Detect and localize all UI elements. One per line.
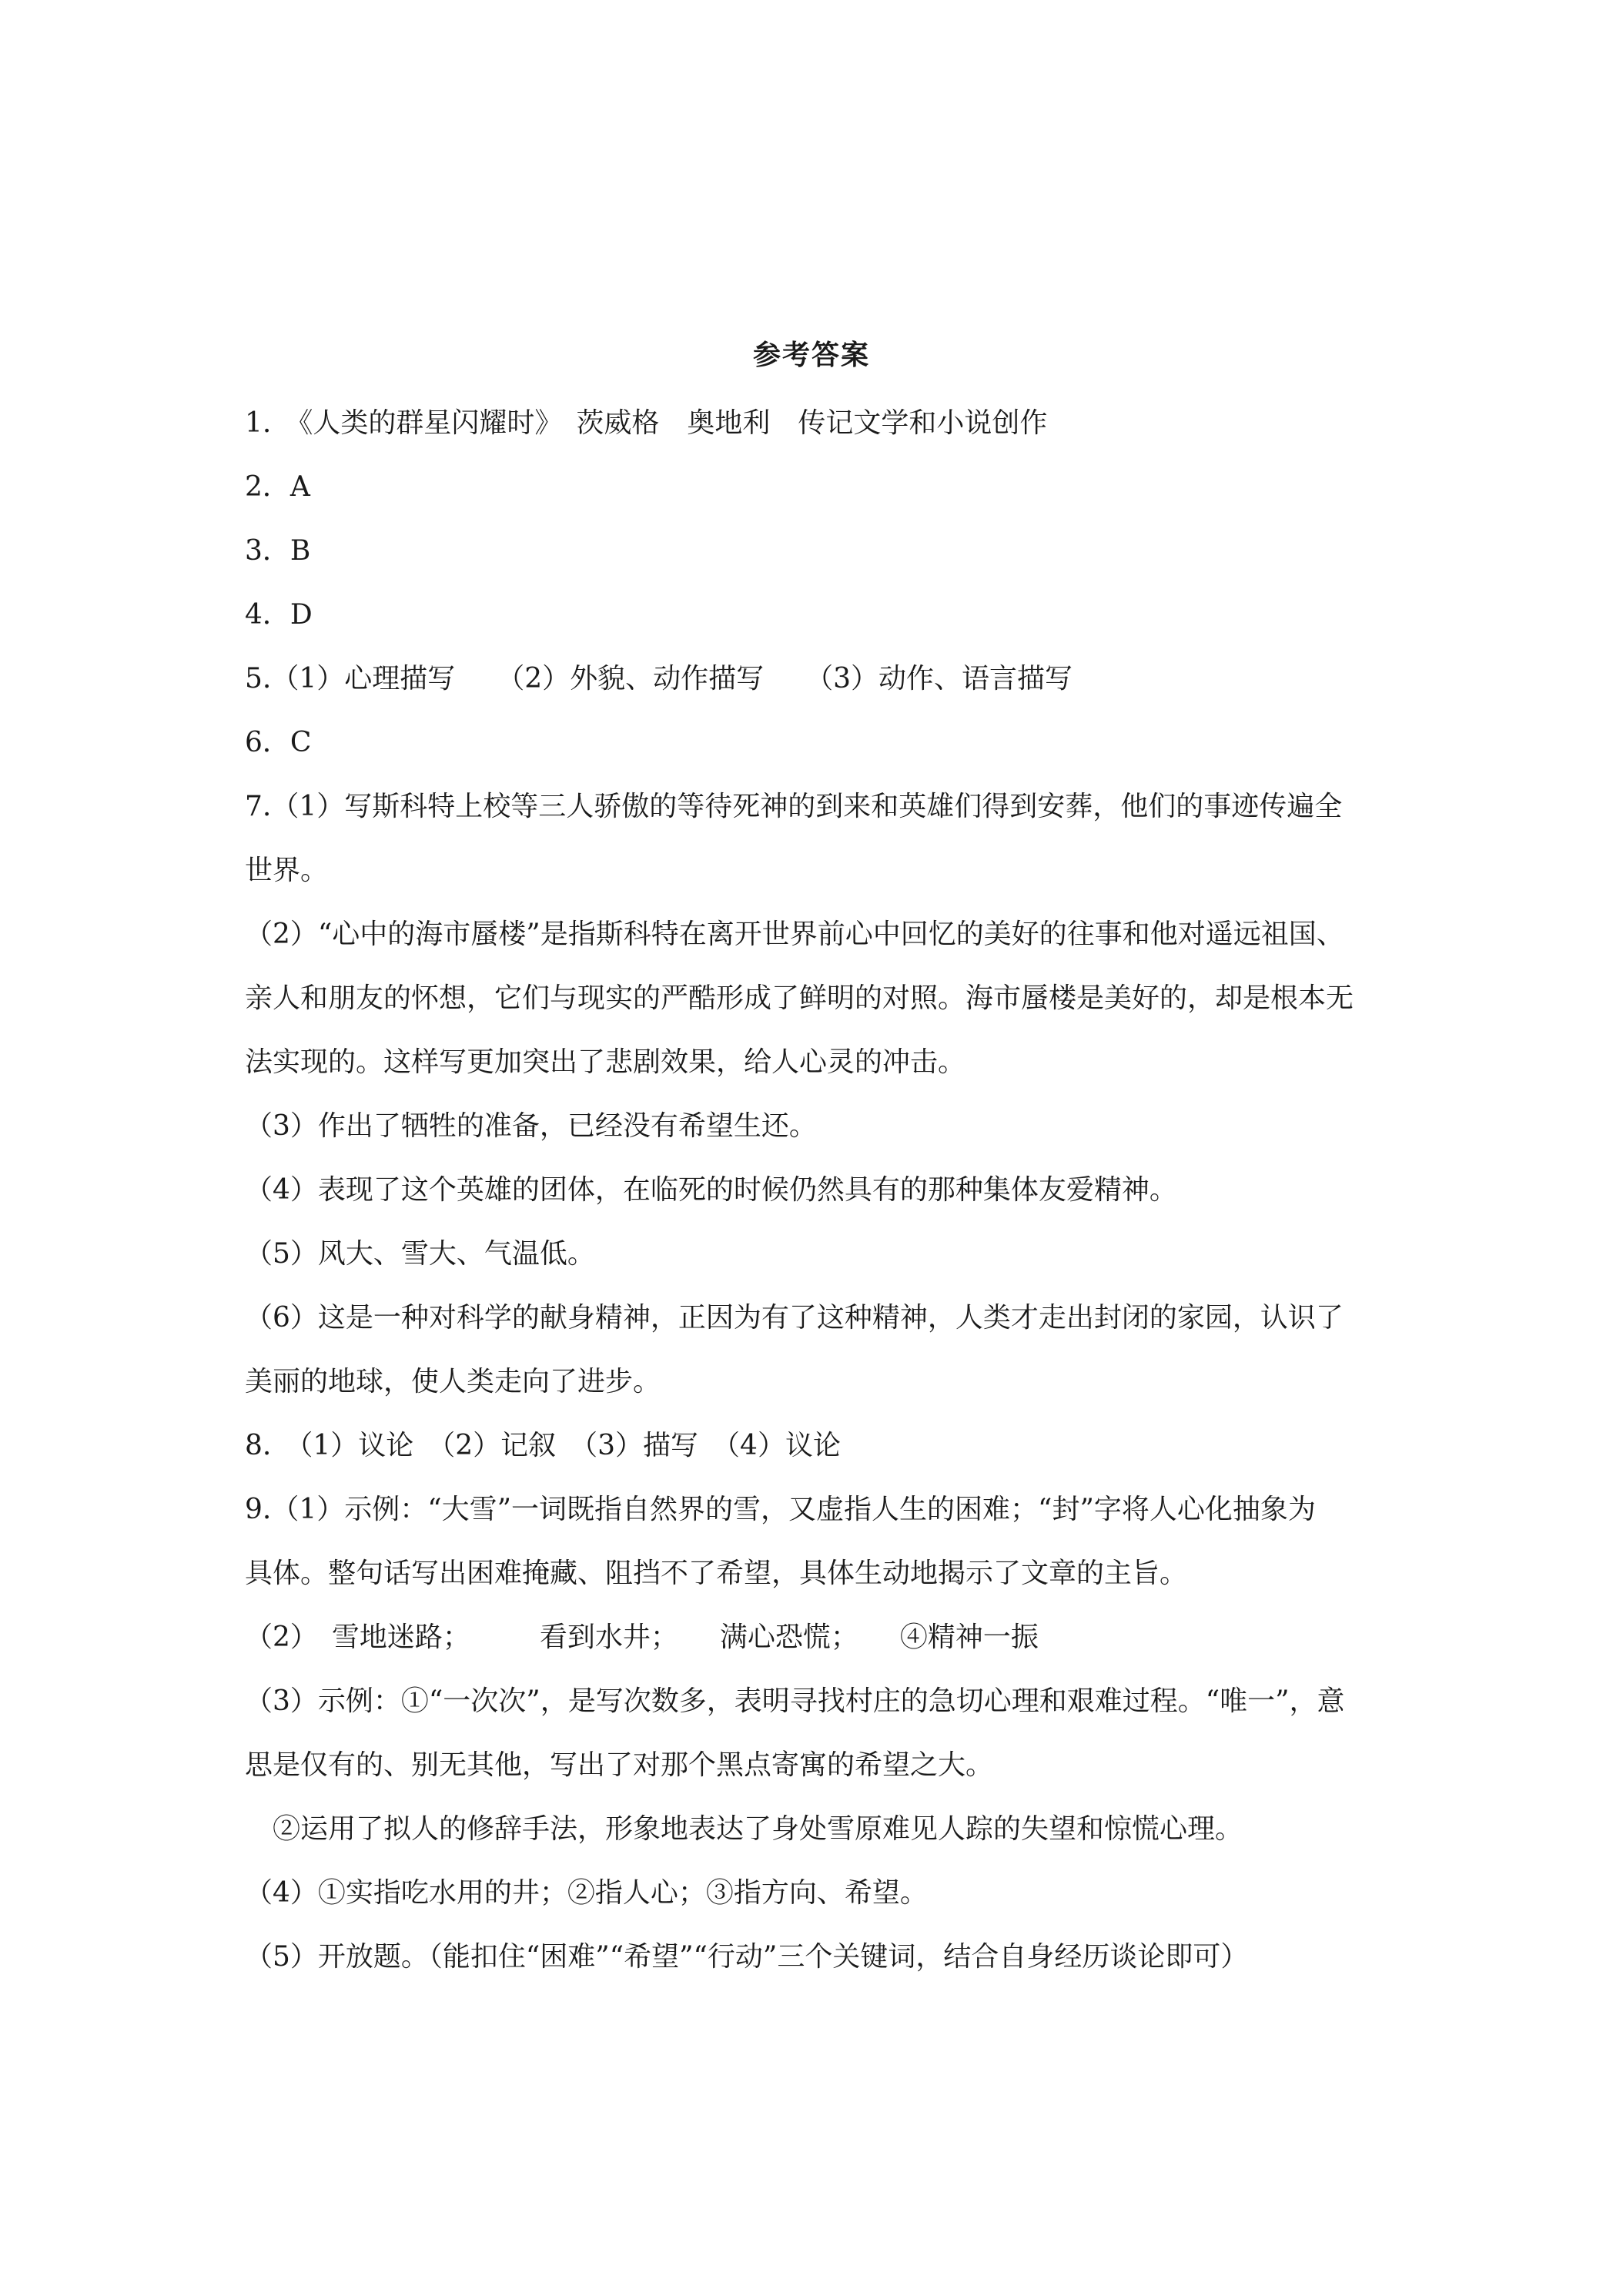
answer-line: （3）作出了牺牲的准备，已经没有希望生还。 — [245, 1110, 817, 1142]
answer-line: 5.（1）心理描写 （2）外貌、动作描写 （3）动作、语言描写 — [245, 663, 1073, 694]
answer-line: 4．D — [245, 599, 313, 631]
answer-line: （5）开放题。（能扣住“困难”“希望”“行动”三个关键词，结合自身经历谈论即可） — [245, 1941, 1249, 1973]
answer-line: （2）“心中的海市蜃楼”是指斯科特在离开世界前心中回忆的美好的往事和他对遥远祖国、 — [245, 919, 1344, 950]
answer-line: 8. （1）议论 （2）记叙 （3）描写 （4）议论 — [245, 1430, 841, 1461]
answer-line: （4）表现了这个英雄的团体，在临死的时候仍然具有的那种集体友爱精神。 — [245, 1174, 1177, 1206]
answer-line: （5）风大、雪大、气温低。 — [245, 1238, 595, 1270]
answer-line: （2） 雪地迷路； 看到水井； 满心恐慌； ④精神一振 — [245, 1622, 1039, 1653]
answer-line: 亲人和朋友的怀想，它们与现实的严酷形成了鲜明的对照。海市蜃楼是美好的，却是根本无 — [245, 982, 1354, 1014]
answer-line: ②运用了拟人的修辞手法，形象地表达了身处雪原难见人踪的失望和惊慌心理。 — [245, 1813, 1243, 1845]
answer-line: 9.（1）示例：“大雪”一词既指自然界的雪，又虚指人生的困难；“封”字将人心化抽象为 — [245, 1494, 1316, 1525]
answer-line: 2．A — [245, 471, 310, 503]
answer-line: （4）①实指吃水用的井；②指人心；③指方向、希望。 — [245, 1877, 928, 1909]
answer-line: 6．C — [245, 727, 312, 758]
answer-line: 法实现的。这样写更加突出了悲剧效果，给人心灵的冲击。 — [245, 1046, 966, 1078]
answer-line: 3．B — [245, 535, 311, 567]
answer-line: 美丽的地球，使人类走向了进步。 — [245, 1366, 661, 1397]
answer-line: 1. 《人类的群星闪耀时》 茨威格 奥地利 传记文学和小说创作 — [245, 407, 1048, 439]
answer-line: 思是仅有的、别无其他，写出了对那个黑点寄寓的希望之大。 — [245, 1749, 994, 1781]
answer-line: （6）这是一种对科学的献身精神，正因为有了这种精神，人类才走出封闭的家园，认识了 — [245, 1302, 1344, 1334]
answer-line: 世界。 — [245, 855, 329, 886]
page-title: 参考答案 — [752, 340, 870, 371]
answer-line: （3）示例：①“一次次”，是写次数多，表明寻找村庄的急切心理和艰难过程。“唯一”，意 — [245, 1685, 1345, 1717]
answer-line: 具体。整句话写出困难掩藏、阻挡不了希望，具体生动地揭示了文章的主旨。 — [245, 1558, 1188, 1589]
answer-line: 7.（1）写斯科特上校等三人骄傲的等待死神的到来和英雄们得到安葬，他们的事迹传遍全 — [245, 791, 1343, 822]
